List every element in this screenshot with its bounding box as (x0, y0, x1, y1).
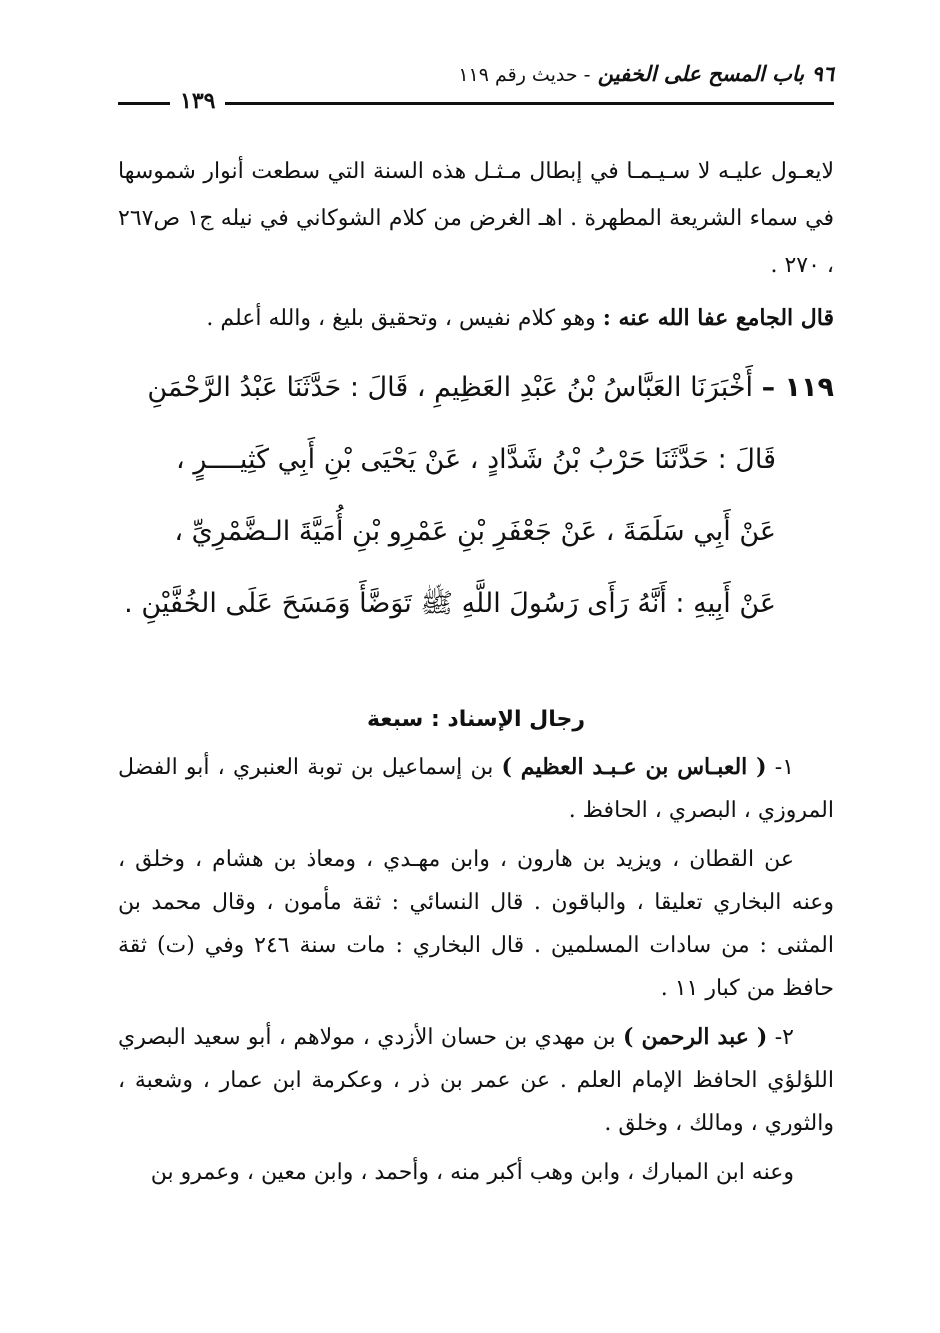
hadith-number: ١١٩ – (761, 372, 834, 403)
compiler-note (118, 295, 834, 342)
hadith-line-3: عَنْ أَبِي سَلَمَةَ ، عَنْ جَعْفَرِ بْنِ عَمْرِو بْنِ أُمَيَّةَ الـضَّمْرِيِّ ، (174, 516, 776, 547)
narrator-1-details: عن القطان ، ويزيد بن هارون ، وابن مهـدي ، ومعاذ بن هشام ، وخلق ، وعنه البخاري تعليقا ، والباقون . قال النسائي : ثقة مأمون ، وقال محمد بن المثنى : من سادات المسلمين . قال البخاري : مات سنة ٢٤٦ وفي (ت) ثقة حافظ من كبار ١١ . (118, 847, 835, 1001)
page-header (118, 62, 834, 114)
narrators-section-title: رجال الإسناد : سبعة (366, 707, 586, 732)
narrator-1-number: ١- (766, 755, 795, 780)
chapter-title: ٩٦ باب المسح على الخفين (597, 62, 834, 86)
narrator-2-name: ( عبد الرحمن ) (623, 1024, 768, 1050)
hadith-text (118, 352, 834, 640)
narrator-1-text: بن إسماعيل بن توبة العنبري ، أبو الفضل المروزي ، البصري ، الحافظ . (118, 755, 834, 823)
hadith-line-2: قَالَ : حَدَّثَنَا حَرْبُ بْنُ شَدَّادٍ ، عَنْ يَحْيَى بْنِ أَبِي كَثِيــــرٍ ، (176, 444, 776, 475)
intro-paragraph: لايعـول عليـه لا سـيـمـا في إبطال مـثـل هذه السنة التي سطعت أنوار شموسها في سماء الشريعة المطهرة . اهـ الغرض من كلام الشوكاني في نيله ج١ ص٢٦٧ ، ٢٧٠ . (118, 159, 834, 278)
narrator-2-text: بن مهدي بن حسان الأزدي ، مولاهم ، أبو سعيد البصري اللؤلؤي الحافظ الإمام العلم . عن عمر بن ذر ، وعكرمة ابن عمار ، وشعبة ، والثوري ، ومالك ، وخلق . (118, 1025, 834, 1136)
hadith-line-4: عَنْ أَبِيهِ : أَنَّهُ رَأَى رَسُولَ اللَّهِ ﷺ تَوَضَّأَ وَمَسَحَ عَلَى الخُفَّيْنِ . (124, 588, 776, 619)
narrator-2-details: وعنه ابن المبارك ، وابن وهب أكبر منه ، وأحمد ، وابن معين ، وعمرو بن (150, 1160, 794, 1185)
narrator-2-number: ٢- (767, 1025, 794, 1050)
book-page (118, 62, 834, 1194)
narrator-2-entry (118, 1016, 834, 1145)
hadith-line-1-text: أَخْبَرَنَا العَبَّاسُ بْنُ عَبْدِ العَظِيمِ ، قَالَ : حَدَّثَنَا عَبْدُ الرَّحْمَنِ (147, 372, 762, 403)
compiler-text: وهو كلام نفيس ، وتحقيق بليغ ، والله أعلم . (206, 306, 603, 331)
narrator-1-name: ( العبـاس بن عـبـد العظيم ) (501, 754, 767, 780)
compiler-label: قال الجامع عفا الله عنه : (602, 305, 834, 331)
page-number: ١٣٩ (170, 84, 225, 118)
hadith-reference: - حديث رقم ١١٩ (458, 64, 591, 86)
hadith-line-1 (118, 352, 834, 424)
running-title (458, 62, 834, 86)
narrator-1-entry (118, 746, 834, 832)
